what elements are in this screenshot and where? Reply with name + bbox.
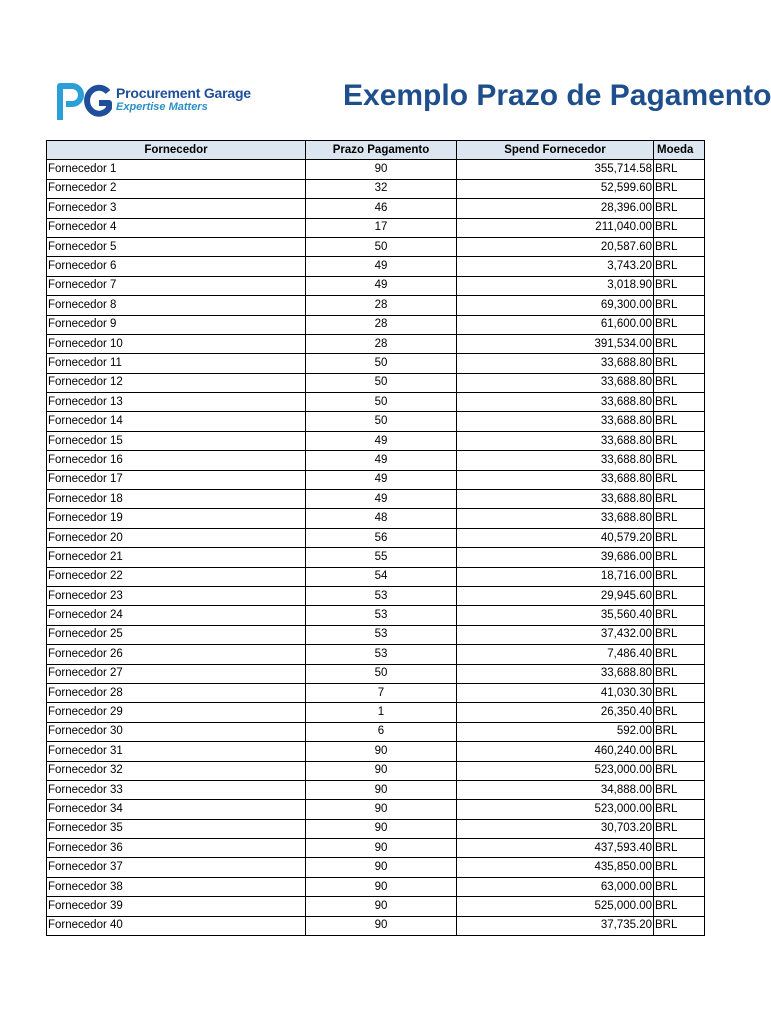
table-row <box>47 780 705 799</box>
cell-prazo[interactable]: 55 <box>306 548 457 567</box>
cell-moeda[interactable]: BRL <box>654 412 705 431</box>
cell-spend[interactable]: 7,486.40 <box>457 645 654 664</box>
company-logo <box>56 82 251 122</box>
cell-spend[interactable]: 437,593.40 <box>457 839 654 858</box>
table-row <box>47 897 705 916</box>
cell-spend[interactable]: 523,000.00 <box>457 800 654 819</box>
cell-moeda[interactable]: BRL <box>654 819 705 838</box>
table-row <box>47 839 705 858</box>
table-row <box>47 160 705 179</box>
table-row <box>47 354 705 373</box>
cell-moeda[interactable]: BRL <box>654 373 705 392</box>
cell-fornecedor[interactable]: Fornecedor 37 <box>47 858 306 877</box>
cell-fornecedor[interactable]: Fornecedor 29 <box>47 703 306 722</box>
table-row <box>47 877 705 896</box>
cell-moeda[interactable]: BRL <box>654 509 705 528</box>
cell-spend[interactable]: 391,534.00 <box>457 334 654 353</box>
table-row <box>47 490 705 509</box>
cell-prazo[interactable]: 6 <box>306 722 457 741</box>
cell-prazo[interactable]: 28 <box>306 296 457 315</box>
cell-fornecedor[interactable]: Fornecedor 18 <box>47 490 306 509</box>
cell-fornecedor[interactable]: Fornecedor 6 <box>47 257 306 276</box>
cell-spend[interactable]: 33,688.80 <box>457 412 654 431</box>
title-container <box>343 74 771 118</box>
table-row <box>47 528 705 547</box>
table-row <box>47 722 705 741</box>
cell-spend[interactable]: 355,714.58 <box>457 160 654 179</box>
table-row <box>47 276 705 295</box>
cell-moeda[interactable]: BRL <box>654 625 705 644</box>
cell-moeda[interactable]: BRL <box>654 393 705 412</box>
table-row <box>47 586 705 605</box>
cell-fornecedor[interactable]: Fornecedor 36 <box>47 839 306 858</box>
cell-spend[interactable]: 33,688.80 <box>457 393 654 412</box>
cell-moeda[interactable]: BRL <box>654 528 705 547</box>
cell-prazo[interactable]: 50 <box>306 664 457 683</box>
table-row <box>47 315 705 334</box>
table-row <box>47 548 705 567</box>
cell-spend[interactable]: 34,888.00 <box>457 780 654 799</box>
cell-prazo[interactable]: 56 <box>306 528 457 547</box>
cell-prazo[interactable]: 90 <box>306 780 457 799</box>
cell-spend[interactable]: 33,688.80 <box>457 490 654 509</box>
cell-fornecedor[interactable]: Fornecedor 40 <box>47 916 306 935</box>
cell-fornecedor[interactable]: Fornecedor 34 <box>47 800 306 819</box>
cell-moeda[interactable]: BRL <box>654 877 705 896</box>
cell-spend[interactable]: 41,030.30 <box>457 683 654 702</box>
cell-prazo[interactable]: 90 <box>306 761 457 780</box>
table-row <box>47 237 705 256</box>
cell-fornecedor[interactable]: Fornecedor 5 <box>47 237 306 256</box>
cell-moeda[interactable]: BRL <box>654 664 705 683</box>
table-row <box>47 916 705 935</box>
cell-fornecedor[interactable]: Fornecedor 24 <box>47 606 306 625</box>
column-header-fornecedor[interactable]: Fornecedor <box>47 141 306 160</box>
cell-prazo[interactable]: 49 <box>306 490 457 509</box>
cell-moeda[interactable]: BRL <box>654 257 705 276</box>
table-row <box>47 218 705 237</box>
cell-moeda[interactable]: BRL <box>654 276 705 295</box>
cell-fornecedor[interactable]: Fornecedor 33 <box>47 780 306 799</box>
cell-fornecedor[interactable]: Fornecedor 11 <box>47 354 306 373</box>
cell-spend[interactable]: 35,560.40 <box>457 606 654 625</box>
cell-moeda[interactable]: BRL <box>654 703 705 722</box>
table-row <box>47 800 705 819</box>
cell-spend[interactable]: 52,599.60 <box>457 179 654 198</box>
cell-spend[interactable]: 33,688.80 <box>457 470 654 489</box>
cell-spend[interactable]: 211,040.00 <box>457 218 654 237</box>
cell-spend[interactable]: 3,743.20 <box>457 257 654 276</box>
column-header-prazo[interactable]: Prazo Pagamento <box>306 141 457 160</box>
cell-moeda[interactable]: BRL <box>654 218 705 237</box>
cell-moeda[interactable]: BRL <box>654 586 705 605</box>
table-row <box>47 567 705 586</box>
cell-fornecedor[interactable]: Fornecedor 32 <box>47 761 306 780</box>
cell-spend[interactable]: 3,018.90 <box>457 276 654 295</box>
cell-fornecedor[interactable]: Fornecedor 23 <box>47 586 306 605</box>
cell-prazo[interactable]: 49 <box>306 276 457 295</box>
cell-fornecedor[interactable]: Fornecedor 12 <box>47 373 306 392</box>
cell-fornecedor[interactable]: Fornecedor 9 <box>47 315 306 334</box>
cell-moeda[interactable]: BRL <box>654 296 705 315</box>
cell-fornecedor[interactable]: Fornecedor 17 <box>47 470 306 489</box>
cell-fornecedor[interactable]: Fornecedor 8 <box>47 296 306 315</box>
cell-moeda[interactable]: BRL <box>654 897 705 916</box>
cell-fornecedor[interactable]: Fornecedor 22 <box>47 567 306 586</box>
cell-prazo[interactable]: 50 <box>306 393 457 412</box>
table-row <box>47 199 705 218</box>
logo-tagline: Expertise Matters <box>116 101 208 113</box>
cell-prazo[interactable]: 49 <box>306 431 457 450</box>
supplier-table <box>46 140 705 936</box>
cell-fornecedor[interactable]: Fornecedor 30 <box>47 722 306 741</box>
cell-spend[interactable]: 63,000.00 <box>457 877 654 896</box>
cell-moeda[interactable]: BRL <box>654 431 705 450</box>
cell-fornecedor[interactable]: Fornecedor 25 <box>47 625 306 644</box>
cell-prazo[interactable]: 49 <box>306 470 457 489</box>
cell-moeda[interactable]: BRL <box>654 839 705 858</box>
table-row <box>47 664 705 683</box>
table-row <box>47 257 705 276</box>
cell-prazo[interactable]: 90 <box>306 858 457 877</box>
pg-logo-icon <box>56 82 114 122</box>
cell-prazo[interactable]: 90 <box>306 800 457 819</box>
cell-spend[interactable]: 29,945.60 <box>457 586 654 605</box>
cell-spend[interactable]: 39,686.00 <box>457 548 654 567</box>
cell-fornecedor[interactable]: Fornecedor 39 <box>47 897 306 916</box>
table-header-row <box>47 141 705 160</box>
cell-moeda[interactable]: BRL <box>654 858 705 877</box>
table-row <box>47 742 705 761</box>
cell-fornecedor[interactable]: Fornecedor 14 <box>47 412 306 431</box>
cell-spend[interactable]: 33,688.80 <box>457 664 654 683</box>
cell-prazo[interactable]: 46 <box>306 199 457 218</box>
table-row <box>47 451 705 470</box>
page-title: Exemplo Prazo de Pagamento <box>343 79 771 112</box>
cell-prazo[interactable]: 49 <box>306 451 457 470</box>
cell-fornecedor[interactable]: Fornecedor 20 <box>47 528 306 547</box>
cell-moeda[interactable]: BRL <box>654 451 705 470</box>
table-row <box>47 703 705 722</box>
cell-fornecedor[interactable]: Fornecedor 31 <box>47 742 306 761</box>
cell-fornecedor[interactable]: Fornecedor 2 <box>47 179 306 198</box>
column-header-moeda[interactable]: Moeda <box>654 141 705 160</box>
cell-fornecedor[interactable]: Fornecedor 3 <box>47 199 306 218</box>
cell-prazo[interactable]: 90 <box>306 819 457 838</box>
cell-fornecedor[interactable]: Fornecedor 4 <box>47 218 306 237</box>
cell-moeda[interactable]: BRL <box>654 237 705 256</box>
cell-prazo[interactable]: 90 <box>306 897 457 916</box>
cell-fornecedor[interactable]: Fornecedor 27 <box>47 664 306 683</box>
cell-prazo[interactable]: 48 <box>306 509 457 528</box>
cell-prazo[interactable]: 90 <box>306 877 457 896</box>
cell-fornecedor[interactable]: Fornecedor 7 <box>47 276 306 295</box>
cell-fornecedor[interactable]: Fornecedor 13 <box>47 393 306 412</box>
cell-prazo[interactable]: 7 <box>306 683 457 702</box>
cell-fornecedor[interactable]: Fornecedor 16 <box>47 451 306 470</box>
cell-spend[interactable]: 28,396.00 <box>457 199 654 218</box>
cell-moeda[interactable]: BRL <box>654 761 705 780</box>
cell-spend[interactable]: 525,000.00 <box>457 897 654 916</box>
cell-spend[interactable]: 523,000.00 <box>457 761 654 780</box>
cell-spend[interactable]: 435,850.00 <box>457 858 654 877</box>
cell-moeda[interactable]: BRL <box>654 470 705 489</box>
cell-moeda[interactable]: BRL <box>654 334 705 353</box>
table-row <box>47 761 705 780</box>
logo-brand-name: Procurement Garage <box>116 85 251 101</box>
table-row <box>47 412 705 431</box>
cell-moeda[interactable]: BRL <box>654 645 705 664</box>
table-row <box>47 470 705 489</box>
cell-prazo[interactable]: 90 <box>306 839 457 858</box>
cell-moeda[interactable]: BRL <box>654 548 705 567</box>
cell-prazo[interactable]: 28 <box>306 315 457 334</box>
cell-fornecedor[interactable]: Fornecedor 35 <box>47 819 306 838</box>
cell-prazo[interactable]: 90 <box>306 916 457 935</box>
cell-prazo[interactable]: 28 <box>306 334 457 353</box>
cell-moeda[interactable]: BRL <box>654 606 705 625</box>
table-row <box>47 509 705 528</box>
cell-spend[interactable]: 18,716.00 <box>457 567 654 586</box>
cell-spend[interactable]: 33,688.80 <box>457 373 654 392</box>
cell-prazo[interactable]: 50 <box>306 373 457 392</box>
cell-fornecedor[interactable]: Fornecedor 10 <box>47 334 306 353</box>
table-row <box>47 819 705 838</box>
cell-prazo[interactable]: 50 <box>306 237 457 256</box>
table-row <box>47 334 705 353</box>
table-row <box>47 645 705 664</box>
table-row <box>47 683 705 702</box>
cell-moeda[interactable]: BRL <box>654 354 705 373</box>
cell-moeda[interactable]: BRL <box>654 567 705 586</box>
cell-spend[interactable]: 30,703.20 <box>457 819 654 838</box>
cell-moeda[interactable]: BRL <box>654 800 705 819</box>
cell-spend[interactable]: 33,688.80 <box>457 431 654 450</box>
cell-prazo[interactable]: 53 <box>306 625 457 644</box>
cell-fornecedor[interactable]: Fornecedor 15 <box>47 431 306 450</box>
table-row <box>47 393 705 412</box>
cell-prazo[interactable]: 1 <box>306 703 457 722</box>
cell-prazo[interactable]: 32 <box>306 179 457 198</box>
cell-moeda[interactable]: BRL <box>654 490 705 509</box>
cell-moeda[interactable]: BRL <box>654 722 705 741</box>
cell-moeda[interactable]: BRL <box>654 199 705 218</box>
cell-fornecedor[interactable]: Fornecedor 1 <box>47 160 306 179</box>
cell-prazo[interactable]: 50 <box>306 412 457 431</box>
table-row <box>47 373 705 392</box>
cell-prazo[interactable]: 90 <box>306 742 457 761</box>
cell-prazo[interactable]: 49 <box>306 257 457 276</box>
cell-spend[interactable]: 33,688.80 <box>457 354 654 373</box>
cell-moeda[interactable]: BRL <box>654 179 705 198</box>
table-row <box>47 625 705 644</box>
cell-prazo[interactable]: 50 <box>306 354 457 373</box>
cell-spend[interactable]: 592.00 <box>457 722 654 741</box>
cell-fornecedor[interactable]: Fornecedor 19 <box>47 509 306 528</box>
table-row <box>47 431 705 450</box>
cell-spend[interactable]: 33,688.80 <box>457 509 654 528</box>
cell-fornecedor[interactable]: Fornecedor 26 <box>47 645 306 664</box>
cell-moeda[interactable]: BRL <box>654 315 705 334</box>
cell-spend[interactable]: 40,579.20 <box>457 528 654 547</box>
cell-fornecedor[interactable]: Fornecedor 21 <box>47 548 306 567</box>
cell-moeda[interactable]: BRL <box>654 780 705 799</box>
cell-spend[interactable]: 69,300.00 <box>457 296 654 315</box>
cell-prazo[interactable]: 54 <box>306 567 457 586</box>
cell-spend[interactable]: 20,587.60 <box>457 237 654 256</box>
cell-prazo[interactable]: 53 <box>306 645 457 664</box>
cell-spend[interactable]: 61,600.00 <box>457 315 654 334</box>
cell-fornecedor[interactable]: Fornecedor 28 <box>47 683 306 702</box>
cell-prazo[interactable]: 53 <box>306 586 457 605</box>
cell-spend[interactable]: 26,350.40 <box>457 703 654 722</box>
cell-moeda[interactable]: BRL <box>654 742 705 761</box>
cell-moeda[interactable]: BRL <box>654 160 705 179</box>
table-row <box>47 606 705 625</box>
cell-spend[interactable]: 37,735.20 <box>457 916 654 935</box>
cell-moeda[interactable]: BRL <box>654 916 705 935</box>
cell-spend[interactable]: 37,432.00 <box>457 625 654 644</box>
cell-moeda[interactable]: BRL <box>654 683 705 702</box>
cell-prazo[interactable]: 90 <box>306 160 457 179</box>
cell-fornecedor[interactable]: Fornecedor 38 <box>47 877 306 896</box>
column-header-spend[interactable]: Spend Fornecedor <box>457 141 654 160</box>
table-row <box>47 179 705 198</box>
cell-prazo[interactable]: 53 <box>306 606 457 625</box>
cell-prazo[interactable]: 17 <box>306 218 457 237</box>
table-row <box>47 858 705 877</box>
cell-spend[interactable]: 460,240.00 <box>457 742 654 761</box>
table-row <box>47 296 705 315</box>
cell-spend[interactable]: 33,688.80 <box>457 451 654 470</box>
